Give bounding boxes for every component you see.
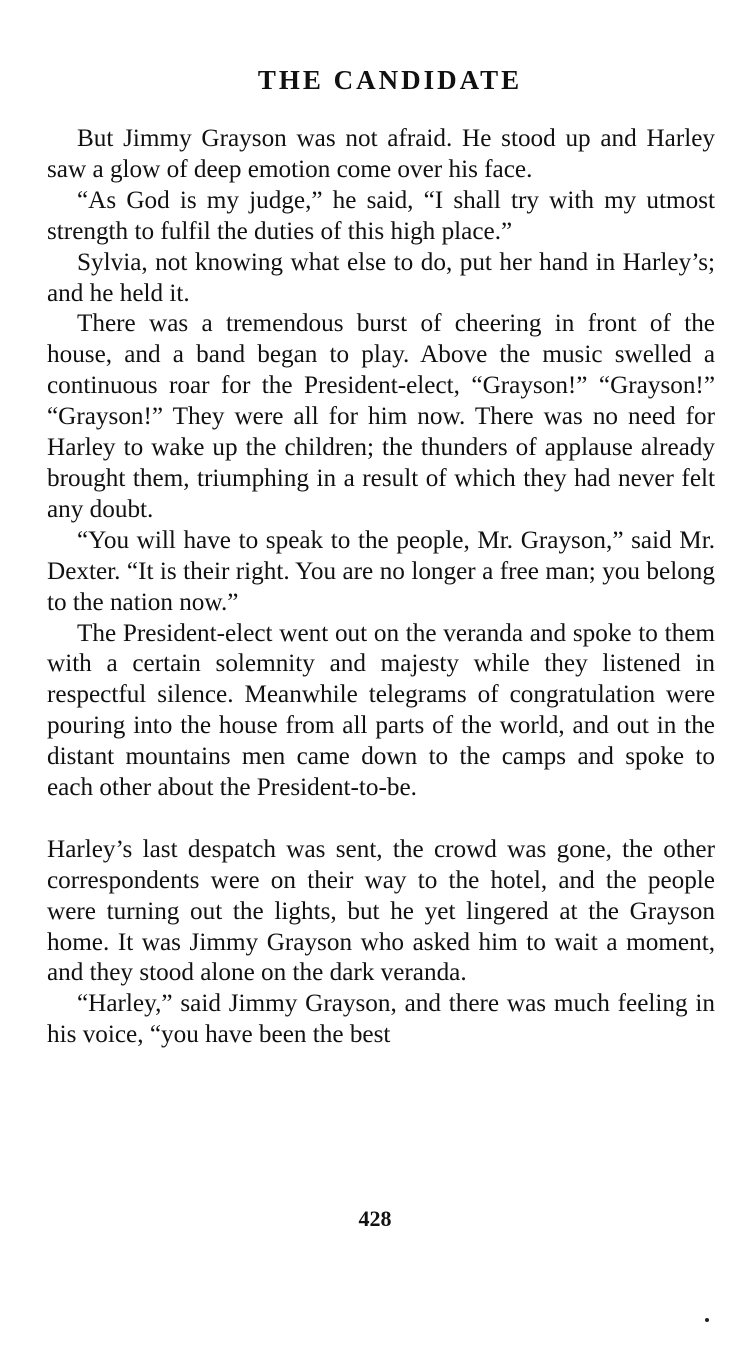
paragraph: There was a tremendous burst of cheering in front of the house, and a band began to play. Above the music swelled a continuous roar for the President-elect, “Grayson!” “Grayson!” “Grayson!” They were all for him now. There was no need for Harley to wake up the children; the thunders of applause already brought them, triumphing in a result of which they had never felt any doubt. bbox=[47, 310, 715, 523]
running-head: THE CANDIDATE bbox=[257, 65, 523, 95]
paragraph: Sylvia, not knowing what else to do, put her hand in Harley’s; and he held it. bbox=[47, 248, 715, 307]
body-text bbox=[47, 124, 715, 1051]
paragraph: The President-elect went out on the veranda and spoke to them with a certain solemnity and majesty while they listened in respectful silence. Meanwhile telegrams of congratulation were pouring into the house from all parts of the world, and out in the distant mountains men came down to the camps and spoke to each other about the President-to-be. bbox=[47, 619, 715, 802]
page-number: 428 bbox=[358, 1206, 392, 1231]
paragraph: “You will have to speak to the people, Mr. Grayson,” said Mr. Dexter. “It is their right. You are no longer a free man; you belong to the nation now.” bbox=[47, 526, 715, 616]
paragraph: “As God is my judge,” he said, “I shall try with my utmost strength to fulfil the duties of this high place.” bbox=[47, 186, 715, 245]
paragraph: “Harley,” said Jimmy Grayson, and there was much feeling in his voice, “you have been the best bbox=[47, 990, 715, 1049]
book-page bbox=[47, 58, 715, 1051]
paragraph: Harley’s last despatch was sent, the crowd was gone, the other correspondents were on their way to the hotel, and the people were turning out the lights, but he yet lingered at the Grayson home. It was Jimmy Grayson who asked him to wait a moment, and they stood alone on the dark veranda. bbox=[47, 835, 715, 987]
printing-mark bbox=[705, 1318, 709, 1322]
paragraph: But Jimmy Grayson was not afraid. He stood up and Harley saw a glow of deep emotion come over his face. bbox=[47, 125, 715, 183]
